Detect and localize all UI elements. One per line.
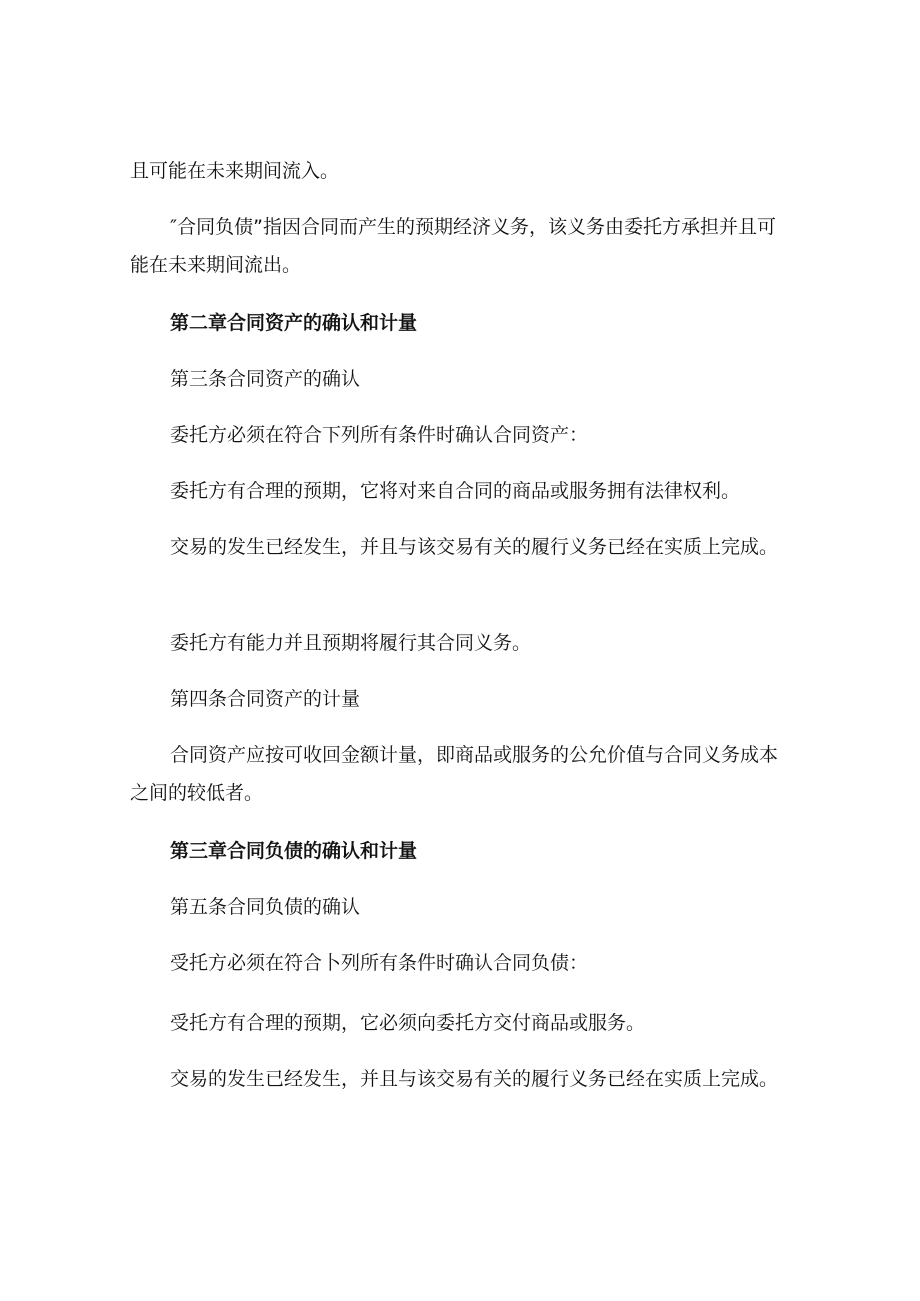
paragraph: 委托方有能力并且预期将履行其合同义务。 <box>170 632 532 654</box>
paragraph: 受托方有合理的预期，它必须向委托方交付商品或服务。 <box>170 1012 646 1034</box>
article-heading-5: 第五条合同负债的确认 <box>170 896 361 918</box>
paragraph: 交易的发生已经发生，并且与该交易有关的履行义务已经在实质上完成。 <box>170 1068 779 1090</box>
paragraph: 委托方有合理的预期，它将对来自合同的商品或服务拥有法律权利。 <box>170 480 741 502</box>
paragraph-continuation: 且可能在未来期间流入。 <box>130 160 340 182</box>
paragraph: 交易的发生已经发生，并且与该交易有关的履行义务已经在实质上完成。 <box>170 536 779 558</box>
chapter-heading-3: 第三章合同负债的确认和计量 <box>170 840 418 862</box>
article-heading-4: 第四条合同资产的计量 <box>170 688 361 710</box>
paragraph: 受托方必须在符合卜列所有条件时确认合同负债： <box>170 952 589 974</box>
paragraph-contract-liability-definition: ″合同负债”指因合同而产生的预期经济义务，该义务由委托方承担并且可能在未来期间流出。 <box>130 216 776 276</box>
paragraph: 委托方必须在符合下列所有条件时确认合同资产： <box>170 424 589 446</box>
paragraph: 合同资产应按可收回金额计量，即商品或服务的公允价值与合同义务成本之间的较低者。 <box>130 744 779 804</box>
article-heading-3: 第三条合同资产的确认 <box>170 368 361 390</box>
chapter-heading-2: 第二章合同资产的确认和计量 <box>170 312 418 334</box>
